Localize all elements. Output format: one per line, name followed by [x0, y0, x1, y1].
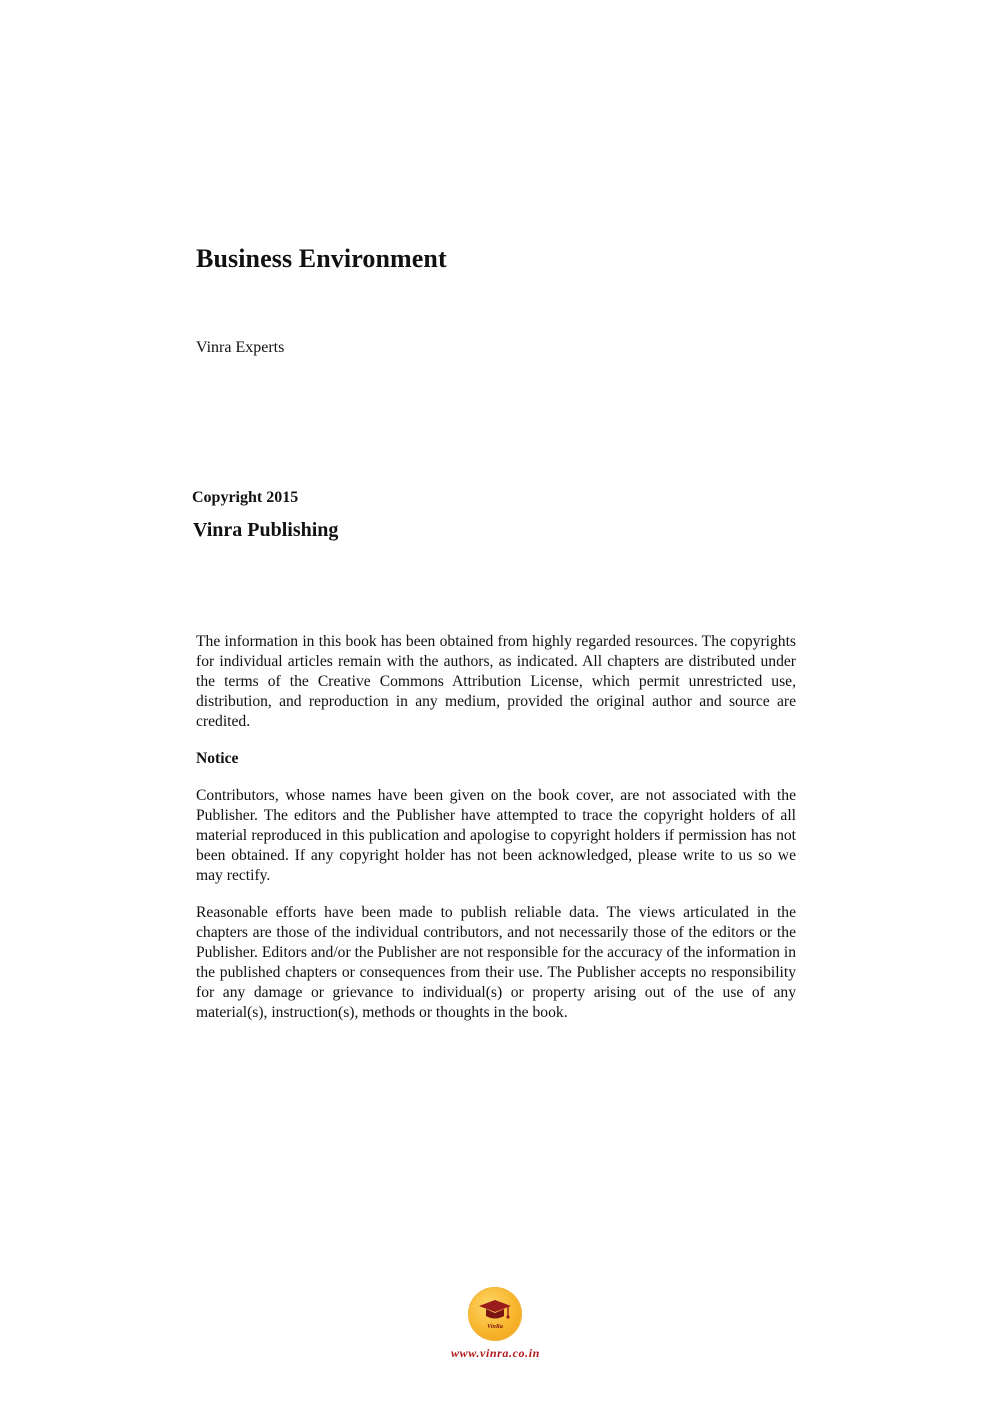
graduation-cap-icon: [468, 1287, 522, 1341]
info-paragraph: The information in this book has been obtained from highly regarded resources. The copyrights for individual articles remain with the authors, as indicated. All chapters are distributed under the terms of the Creative Commons Attribution License, which permit unrestricted use, distribution, and reproduction in any medium, provided the original author and source are credited.: [196, 633, 796, 730]
logo-text: VinRa: [487, 1324, 503, 1330]
contributors-paragraph: Contributors, whose names have been given on the book cover, are not associated with the Publisher. The editors and the Publisher have attempted to trace the copyright holders of all material reproduced in this publication and apologise to copyright holders if permission has not been obtained. If any copyright holder has not been acknowledged, please write to us so we may rectify.: [196, 787, 796, 884]
notice-heading: Notice: [196, 750, 239, 767]
author-name: Vinra Experts: [196, 339, 285, 356]
publisher-logo: [468, 1287, 522, 1341]
publisher-name: Vinra Publishing: [193, 519, 339, 541]
website-url[interactable]: www.vinra.co.in: [451, 1346, 540, 1360]
reasonable-efforts-paragraph: Reasonable efforts have been made to publish reliable data. The views articulated in the chapters are those of the individual contributors, and not necessarily those of the editors or the Publisher. Editors and/or the Publisher are not responsible for the accuracy of the information in the published chapters or consequences from their use. The Publisher accepts no responsibility for any damage or grievance to individual(s) or property arising out of the use of any material(s), instruction(s), methods or thoughts in the book.: [196, 904, 796, 1021]
legal-text-block: [196, 632, 796, 1023]
copyright-notice: Copyright 2015: [192, 489, 299, 506]
book-title: Business Environment: [196, 244, 447, 273]
